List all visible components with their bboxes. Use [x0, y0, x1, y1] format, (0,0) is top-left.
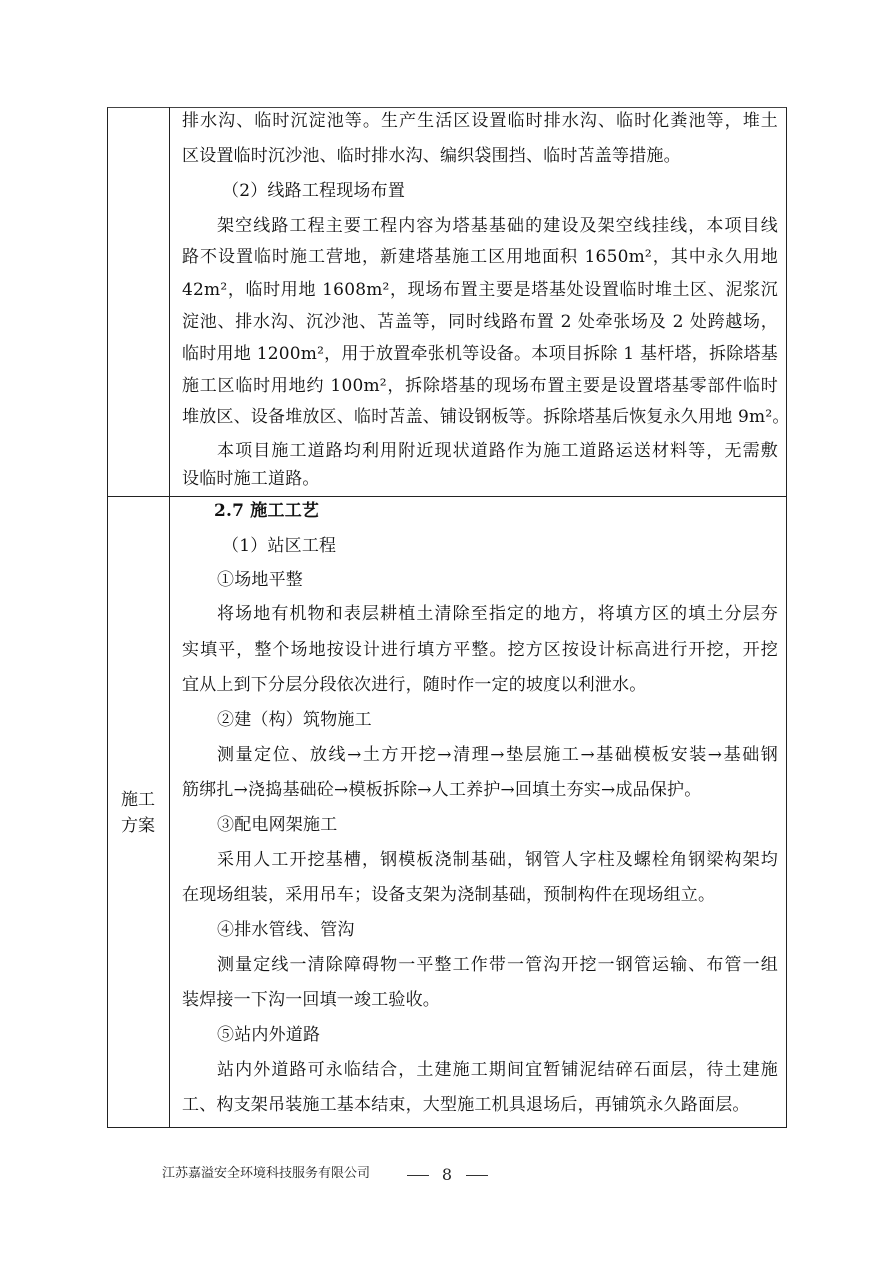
text-line: 堆放区、设备堆放区、临时苫盖、铺设钢板等。拆除塔基后恢复永久用地 9m²。	[182, 407, 790, 427]
item-heading: ③配电网架施工	[217, 815, 338, 835]
text-line: 淀池、排水沟、沉沙池、苫盖等，同时线路布置 2 处牵张场及 2 处跨越场，	[182, 312, 778, 332]
text-line: 路不设置临时施工营地，新建塔基施工区用地面积 1650m²，其中永久用地	[182, 247, 778, 267]
text-line: 站内外道路可永临结合，土建施工期间宜暂铺泥结碎石面层，待土建施	[217, 1060, 778, 1080]
text-line: 采用人工开挖基槽，钢模板浇制基础，钢管人字柱及螺栓角钢梁构架均	[217, 850, 778, 870]
text-line: 施工区临时用地约 100m²，拆除塔基的现场布置主要是设置塔基零部件临时	[182, 376, 778, 396]
footer-dash-right	[466, 1175, 488, 1176]
item-heading: ④排水管线、管沟	[217, 920, 355, 940]
text-line: 测量定位、放线→土方开挖→清理→垫层施工→基础模板安装→基础钢	[217, 745, 778, 765]
text-line: 装焊接一下沟一回填一竣工验收。	[182, 990, 440, 1010]
text-line: 筋绑扎→浇捣基础砼→模板拆除→人工养护→回填土夯实→成品保护。	[182, 780, 702, 800]
text-line: 本项目施工道路均利用附近现状道路作为施工道路运送材料等，无需敷	[217, 441, 778, 461]
subsection-heading: （2）线路工程现场布置	[222, 181, 406, 201]
footer-company: 江苏嘉溢安全环境科技服务有限公司	[162, 1166, 371, 1181]
text-line: 架空线路工程主要工程内容为塔基基础的建设及架空线挂线，本项目线	[217, 216, 778, 236]
text-line: 宜从上到下分层分段依次进行，随时作一定的坡度以利泄水。	[182, 675, 647, 695]
text-line: 设临时施工道路。	[182, 469, 320, 489]
text-line: 42m²，临时用地 1608m²，现场布置主要是塔基处设置临时堆土区、泥浆沉	[182, 280, 778, 300]
text-line: 临时用地 1200m²，用于放置牵张机等设备。本项目拆除 1 基杆塔，拆除塔基	[182, 344, 778, 364]
text-line: 区设置临时沉沙池、临时排水沟、编织袋围挡、临时苫盖等措施。	[182, 146, 681, 166]
row-label-line1: 施工	[121, 790, 155, 810]
text-line: 工、构支架吊装施工基本结束，大型施工机具退场后，再铺筑永久路面层。	[182, 1095, 750, 1115]
item-heading: ②建（构）筑物施工	[217, 710, 372, 730]
text-line: 测量定线一清除障碍物一平整工作带一管沟开挖一钢管运输、布管一组	[217, 955, 778, 975]
item-heading: ①场地平整	[217, 570, 303, 590]
row-label-line2: 方案	[121, 816, 155, 836]
item-heading: ⑤站内外道路	[217, 1025, 321, 1045]
subsection-heading: （1）站区工程	[222, 536, 337, 556]
page-number: 8	[441, 1165, 453, 1184]
table-row-divider	[107, 496, 787, 497]
footer-dash-left	[407, 1175, 429, 1176]
text-line: 排水沟、临时沉淀池等。生产生活区设置临时排水沟、临时化粪池等，堆土	[182, 111, 778, 131]
text-line: 将场地有机物和表层耕植土清除至指定的地方，将填方区的填土分层夯	[217, 604, 778, 624]
text-line: 在现场组装，采用吊车；设备支架为浇制基础，预制构件在现场组立。	[182, 885, 716, 905]
text-line: 实填平，整个场地按设计进行填方平整。挖方区按设计标高进行开挖，开挖	[182, 640, 778, 660]
table-column-divider	[169, 107, 170, 1128]
section-heading: 2.7 施工工艺	[214, 501, 320, 521]
